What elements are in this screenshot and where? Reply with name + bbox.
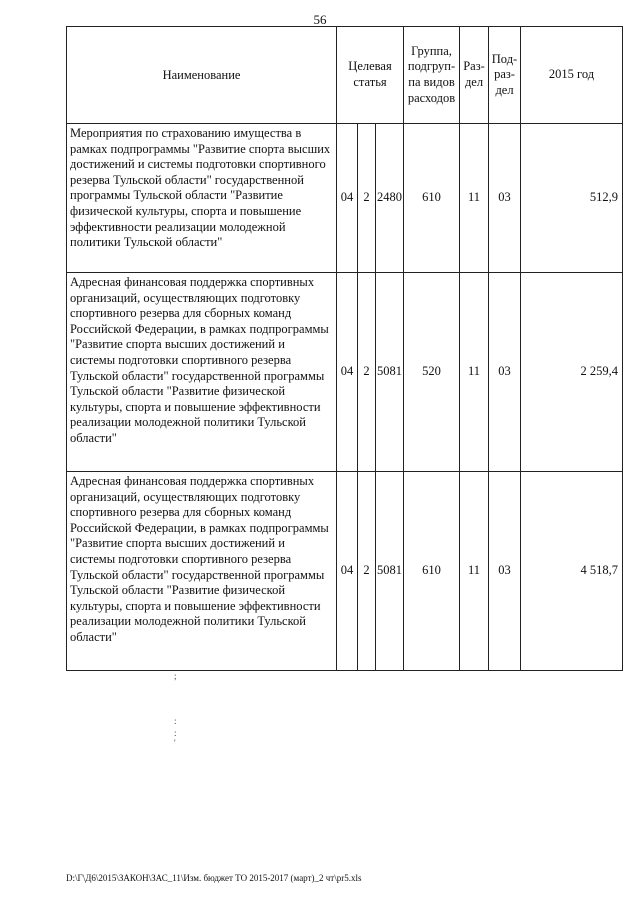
row-prog: 04 [337, 124, 358, 273]
scan-mark: : [174, 716, 177, 726]
scan-mark: ' [174, 738, 176, 748]
row-amount: 4 518,7 [521, 472, 623, 671]
row-section: 11 [460, 273, 489, 472]
page-number: 56 [313, 12, 327, 27]
row-sub: 2 [358, 472, 376, 671]
table-row [67, 273, 623, 472]
row-name: Адресная финансовая поддержка спортивных организаций, осуществляющих подготовку спортивного резерва для сборных команд Российской Федерации, в рамках подпрограммы "Развитие спорта высших достижений и системы подготовки спортивного резерва Тульской области" государственной программы Тульской области "Развитие физической культуры, спорта и повышение эффективности реализации молодежной политики Тульской области" [67, 472, 337, 671]
table-header-row [67, 27, 623, 124]
header-expense-group: Группа, подгруп-па видов расходов [404, 27, 460, 124]
row-sub: 2 [358, 273, 376, 472]
file-path-footer: D:\Г\Д6\2015\ЗАКОН\ЗАС_11\Изм. бюджет ТО 2015-2017 (март)_2 чт\pr5.xls [66, 873, 362, 883]
row-name: Мероприятия по страхованию имущества в рамках подпрограммы "Развитие спорта высших достижений и системы подготовки спортивного резерва Тульской области" государственной программы Тульской области "Развитие физической культуры, спорта и повышение эффективности реализации молодежной политики Тульской области" [67, 124, 337, 273]
header-year: 2015 год [521, 27, 623, 124]
row-group: 610 [404, 472, 460, 671]
table-row [67, 472, 623, 671]
scan-mark: ; [174, 671, 177, 681]
row-sub: 2 [358, 124, 376, 273]
row-code: 2480 [376, 124, 404, 273]
scan-mark: : [174, 728, 177, 738]
row-group: 610 [404, 124, 460, 273]
budget-table [66, 26, 623, 671]
row-section: 11 [460, 124, 489, 273]
row-name: Адресная финансовая поддержка спортивных организаций, осуществляющих подготовку спортивного резерва для сборных команд Российской Федерации, в рамках подпрограммы "Развитие спорта высших достижений и системы подготовки спортивного резерва Тульской области" государственной программы Тульской области "Развитие физической культуры, спорта и повышение эффективности реализации молодежной политики Тульской области" [67, 273, 337, 472]
row-group: 520 [404, 273, 460, 472]
row-prog: 04 [337, 273, 358, 472]
row-amount: 2 259,4 [521, 273, 623, 472]
header-target-article: Целевая статья [337, 27, 404, 124]
row-code: 5081 [376, 472, 404, 671]
table-row [67, 124, 623, 273]
row-subsection: 03 [489, 472, 521, 671]
row-prog: 04 [337, 472, 358, 671]
row-section: 11 [460, 472, 489, 671]
header-name: Наименование [67, 27, 337, 124]
header-subsection: Под-раз-дел [489, 27, 521, 124]
header-section: Раз-дел [460, 27, 489, 124]
row-subsection: 03 [489, 124, 521, 273]
row-amount: 512,9 [521, 124, 623, 273]
row-code: 5081 [376, 273, 404, 472]
row-subsection: 03 [489, 273, 521, 472]
